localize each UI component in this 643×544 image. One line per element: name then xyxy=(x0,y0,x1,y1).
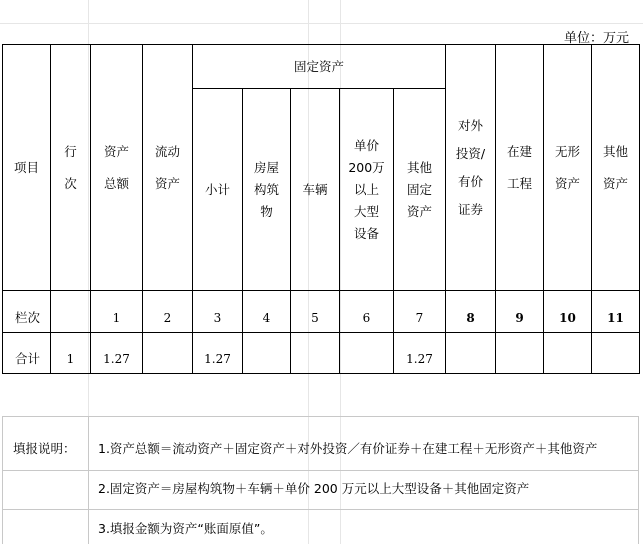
header-construction xyxy=(496,45,544,291)
header-item: 项目 xyxy=(3,45,51,291)
header-text: 有价 xyxy=(457,173,483,189)
gridline xyxy=(2,470,639,471)
header-text: 总额 xyxy=(103,175,129,191)
header-text: 工程 xyxy=(506,175,532,191)
gridline xyxy=(88,416,89,544)
total-row-label: 合计 xyxy=(3,333,51,374)
header-text: 资产 xyxy=(103,143,129,159)
note-line-3: 3.填报金额为资产“账面原值”。 xyxy=(98,521,273,536)
gridline xyxy=(2,416,639,417)
header-other-assets xyxy=(592,45,640,291)
column-number-cell: 8 xyxy=(446,291,496,333)
header-total-assets xyxy=(91,45,143,291)
column-number-cell: 10 xyxy=(544,291,592,333)
column-number-cell: 2 xyxy=(143,291,193,333)
header-text: 200万 xyxy=(348,159,385,175)
notes-label: 填报说明： xyxy=(13,441,76,456)
header-text: 行 xyxy=(64,143,77,159)
header-other-fixed xyxy=(394,89,446,291)
column-number-cell: 4 xyxy=(243,291,291,333)
header-text: 资产 xyxy=(554,175,580,191)
total-row-cell xyxy=(243,333,291,374)
unit-label: 单位：万元 xyxy=(563,31,629,46)
header-text: 无形 xyxy=(554,143,580,159)
note-line-1: 1.资产总额＝流动资产＋固定资产＋对外投资／有价证券＋在建工程＋无形资产＋其他资产 xyxy=(98,441,598,456)
header-large-equipment xyxy=(340,89,394,291)
column-number-cell: 5 xyxy=(291,291,340,333)
column-row-label: 栏次 xyxy=(3,291,51,333)
header-buildings xyxy=(243,89,291,291)
total-assets-value: 1.27 xyxy=(91,333,143,374)
asset-table xyxy=(2,44,640,374)
gridline xyxy=(638,416,639,544)
column-number-cell: 9 xyxy=(496,291,544,333)
header-text: 以上 xyxy=(353,181,379,197)
header-text: 资产 xyxy=(154,175,180,191)
header-subtotal: 小计 xyxy=(193,89,243,291)
header-text: 次 xyxy=(64,175,77,191)
header-row-no xyxy=(51,45,91,291)
header-text: 对外 xyxy=(457,117,483,133)
header-current-assets xyxy=(143,45,193,291)
other-fixed-value: 1.27 xyxy=(394,333,446,374)
column-number-cell: 11 xyxy=(592,291,640,333)
total-row-cell xyxy=(592,333,640,374)
header-text: 固定 xyxy=(406,181,432,197)
header-text: 资产 xyxy=(602,175,628,191)
subtotal-value: 1.27 xyxy=(193,333,243,374)
filing-notes xyxy=(2,416,639,544)
header-text: 设备 xyxy=(353,225,379,241)
column-number-cell: 6 xyxy=(340,291,394,333)
header-vehicles: 车辆 xyxy=(291,89,340,291)
column-number-cell: 1 xyxy=(91,291,143,333)
total-row-cell xyxy=(291,333,340,374)
header-text: 物 xyxy=(260,203,273,219)
total-row xyxy=(3,333,640,374)
column-number-row xyxy=(3,291,640,333)
total-row-cell xyxy=(143,333,193,374)
header-investments xyxy=(446,45,496,291)
total-row-cell xyxy=(496,333,544,374)
column-number-cell: 3 xyxy=(193,291,243,333)
total-row-cell xyxy=(340,333,394,374)
header-text: 其他 xyxy=(406,159,432,175)
note-line-2: 2.固定资产＝房屋构筑物＋车辆＋单价 200 万元以上大型设备＋其他固定资产 xyxy=(98,481,530,496)
header-text: 其他 xyxy=(602,143,628,159)
total-row-no: 1 xyxy=(51,333,91,374)
header-text: 证券 xyxy=(457,201,483,217)
total-row-cell xyxy=(446,333,496,374)
header-text: 投资/ xyxy=(455,145,486,161)
header-text: 大型 xyxy=(353,203,379,219)
gridline xyxy=(2,509,639,510)
gridline xyxy=(0,23,643,24)
total-row-cell xyxy=(544,333,592,374)
gridline xyxy=(2,416,3,544)
header-fixed-assets-group: 固定资产 xyxy=(193,45,446,89)
header-text: 房屋 xyxy=(253,159,279,175)
header-text: 在建 xyxy=(506,143,532,159)
column-number-cell xyxy=(51,291,91,333)
header-text: 流动 xyxy=(154,143,180,159)
header-text: 构筑 xyxy=(253,181,279,197)
header-intangible xyxy=(544,45,592,291)
header-text: 资产 xyxy=(406,203,432,219)
header-text: 单价 xyxy=(353,137,379,153)
column-number-cell: 7 xyxy=(394,291,446,333)
